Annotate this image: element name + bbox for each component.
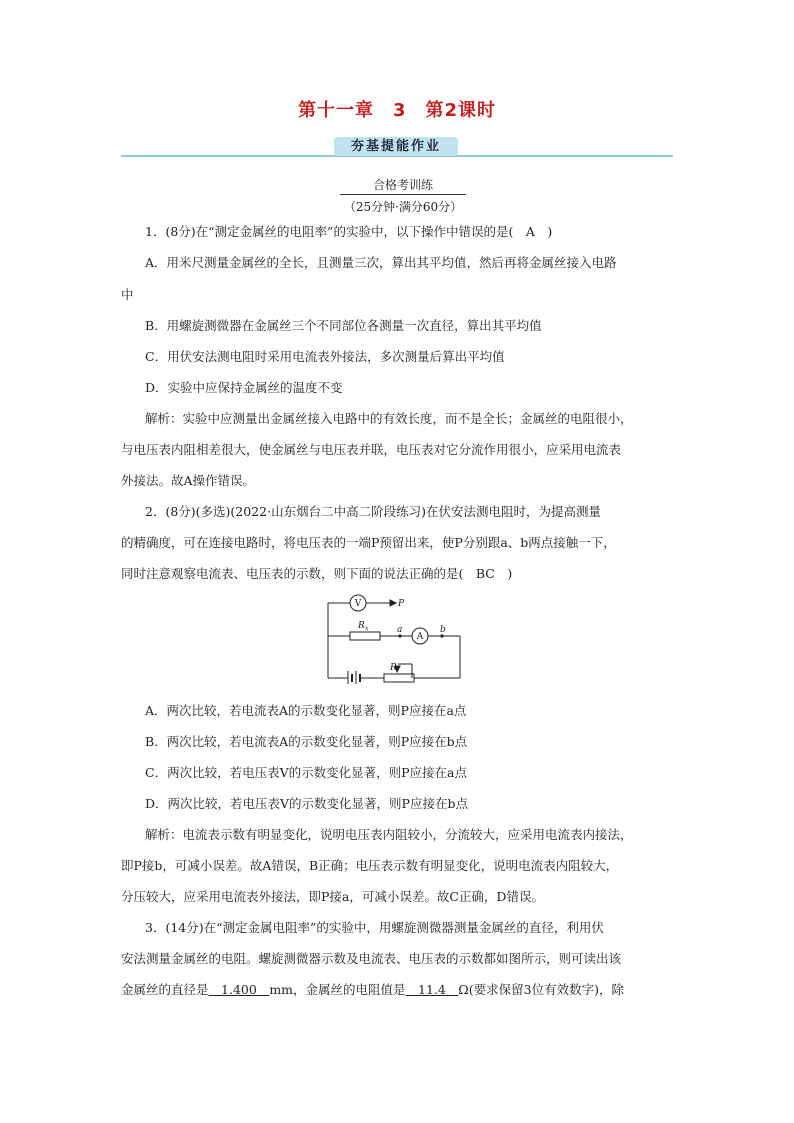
q1-option-b: B．用螺旋测微器在金属丝三个不同部位各测量一次直径，算出其平均值: [145, 318, 542, 333]
rheostat-icon: [384, 674, 414, 682]
q1-analysis-cont: 外接法。故A操作错误。: [121, 473, 256, 488]
q2-stem: 2．(8分)(多选)(2022·山东烟台二中高二阶段练习)在伏安法测电阻时，为提高测量: [145, 504, 601, 519]
q1-option-d: D．实验中应保持金属丝的温度不变: [145, 380, 343, 395]
point-b-label: b: [440, 625, 446, 635]
q2-option-b: B．两次比较，若电流表A的示数变化显著，则P应接在b点: [145, 734, 468, 749]
rheostat-label: R: [390, 663, 397, 673]
circuit-diagram: [320, 592, 470, 684]
q1-option-c: C．用伏安法测电阻时采用电流表外接法，多次测量后算出平均值: [145, 349, 505, 364]
ammeter-label: A: [416, 632, 424, 642]
q1-option-a: A．用米尺测量金属丝的全长，且测量三次，算出其平均值，然后再将金属丝接入电路: [145, 255, 617, 270]
q3-text: Ω(要求保留3位有效数字)，除: [458, 982, 624, 997]
q2-option-d: D．两次比较，若电压表V的示数变化显著，则P应接在b点: [145, 796, 468, 811]
q1-analysis: 解析：实验中应测量出金属丝接入电路中的有效长度，而不是全长；金属丝的电阻很小，: [145, 411, 633, 426]
voltmeter-label: V: [354, 599, 362, 609]
q1-option-a-cont: 中: [121, 287, 134, 302]
q2-option-c: C．两次比较，若电压表V的示数变化显著，则P应接在a点: [145, 765, 467, 780]
training-subtitle: （25分钟·满分60分）: [343, 200, 463, 214]
arrow-icon: [390, 600, 396, 606]
answer-blank: 1.400: [208, 982, 270, 997]
probe-label: P: [398, 599, 405, 609]
rx-label: R: [358, 621, 365, 631]
point-a-label: a: [397, 625, 403, 635]
q1-stem: 1．(8分)在“测定金属丝的电阻率”的实验中，以下操作中错误的是( A ): [145, 224, 553, 239]
q1-analysis-cont: 与电压表内阻相差很大，使金属丝与电压表并联，电压表对它分流作用很小，应采用电流表: [121, 442, 622, 457]
q2-option-a: A．两次比较，若电流表A的示数变化显著，则P应接在a点: [145, 703, 467, 718]
q3-text: 金属丝的直径是: [121, 982, 209, 997]
q2-analysis-cont: 即P接b，可减小误差。故A错误，B正确；电压表示数有明显变化，说明电流表内阻较大，: [121, 858, 619, 873]
training-title: 合格考训练: [372, 178, 433, 192]
chapter-title: 第十一章 3 第2课时: [297, 100, 497, 121]
resistor-rx-icon: [350, 632, 380, 640]
section-label: 夯基提能作业: [334, 137, 458, 156]
q2-analysis: 解析：电流表示数有明显变化，说明电压表内阻较小，分流较大，应采用电流表内接法，: [145, 827, 633, 842]
training-divider: [340, 194, 466, 195]
q2-stem-cont: 同时注意观察电流表、电压表的示数，则下面的说法正确的是( BC ): [121, 566, 513, 581]
rx-subscript: x: [365, 625, 369, 632]
q3-stem-cont: 安法测量金属丝的电阻。螺旋测微器示数及电流表、电压表的示数都如图所示，则可读出该: [121, 951, 622, 966]
q3-stem-answer-line: [121, 982, 677, 998]
q3-stem: 3．(14分)在“测定金属电阻率”的实验中，用螺旋测微器测量金属丝的直径，利用伏: [145, 920, 604, 935]
q2-stem-cont: 的精确度，可在连接电路时，将电压表的一端P预留出来，使P分别跟a、b两点接触一下，: [121, 535, 616, 550]
q3-text: mm，金属丝的电阻值是: [269, 982, 406, 997]
answer-blank: 11.4: [405, 982, 459, 997]
q2-analysis-cont: 分压较大，应采用电流表外接法，即P接a，可减小误差。故C正确，D错误。: [121, 889, 544, 904]
